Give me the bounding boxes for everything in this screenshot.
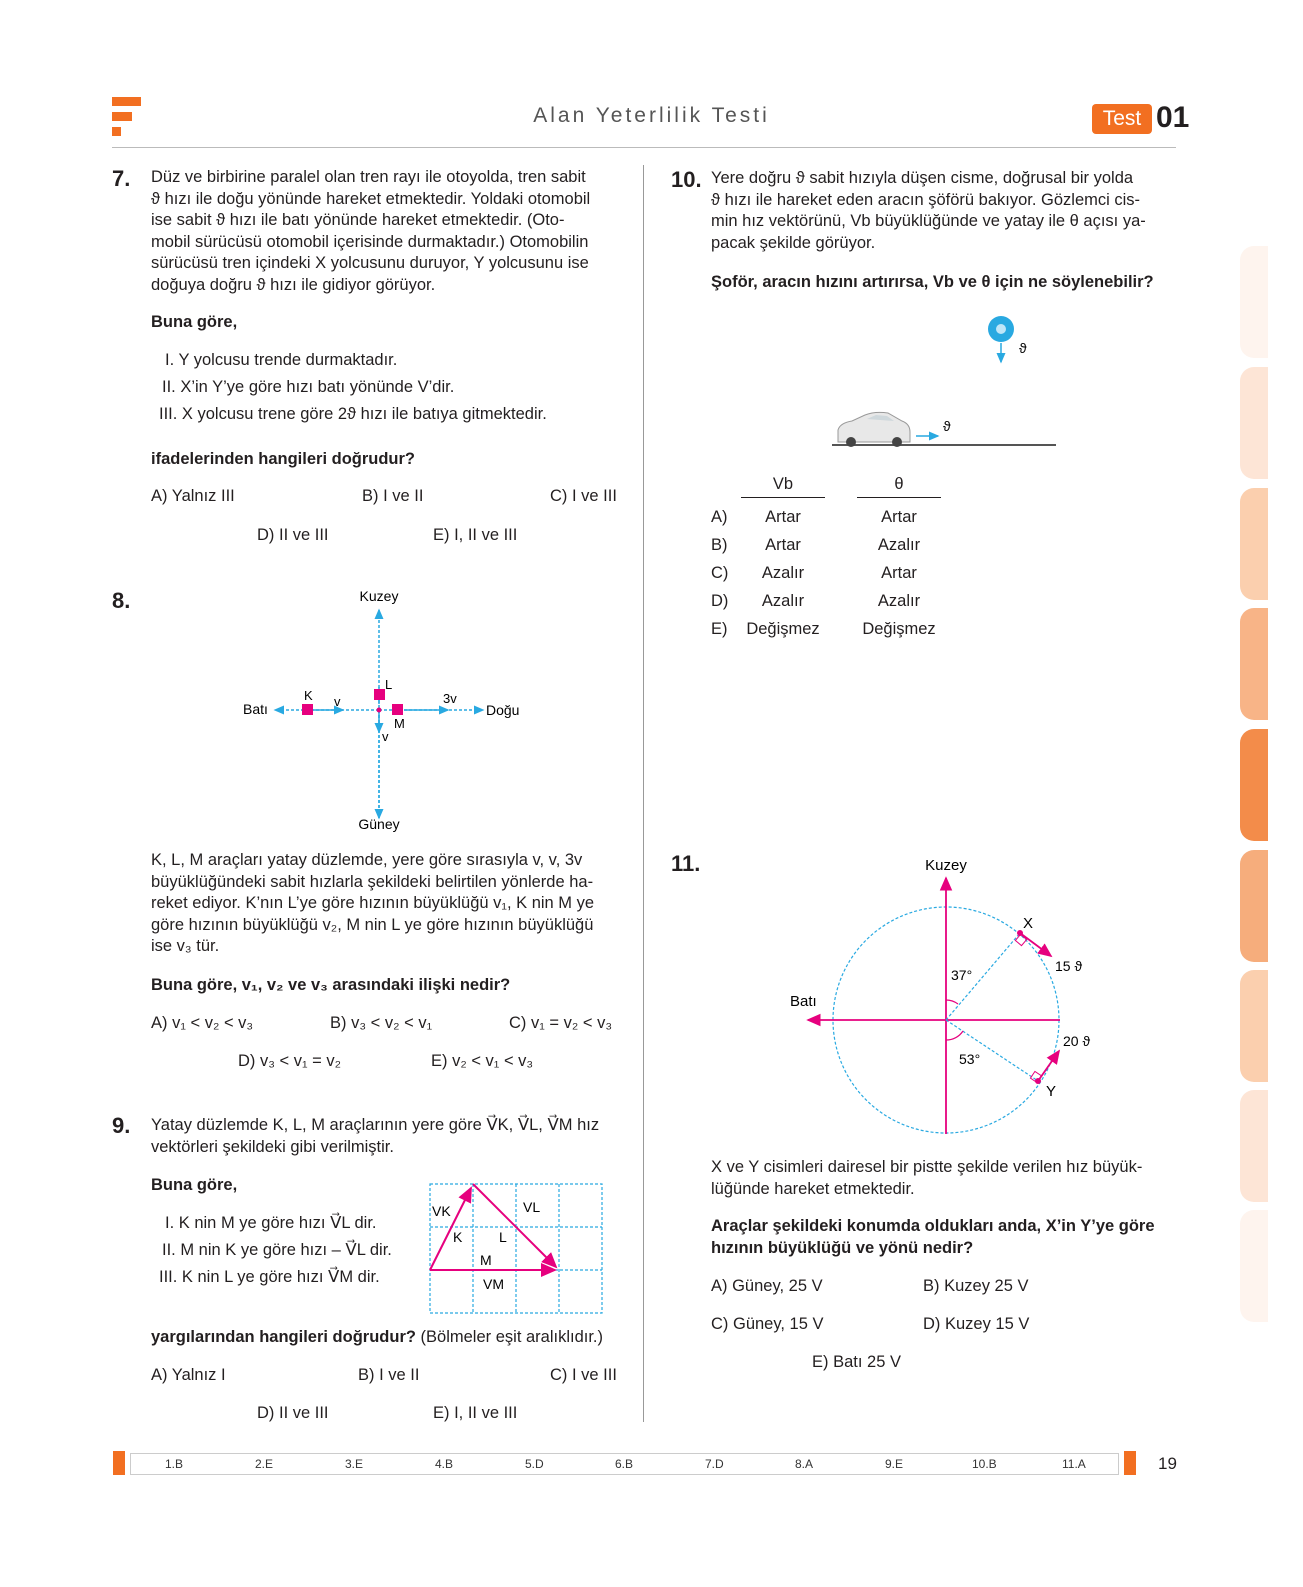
l-label: L [499,1229,507,1245]
option-c[interactable]: C) I ve III [550,487,617,505]
option-e[interactable]: E) I, II ve III [433,1404,518,1422]
answer-key-item: 4.B [435,1457,454,1471]
option-d-vb: Azalır [761,592,805,610]
option-c-letter[interactable]: C) [711,564,729,582]
option-a[interactable]: A) Güney, 25 V [711,1277,823,1295]
question-prompt-bold: yargılarından hangileri doğrudur? [151,1328,416,1346]
angle-53-label: 53° [959,1051,981,1067]
text-line: reket ediyor. K’nın L’ye göre hızının büyüklüğü v₁, K nin M ye [151,894,595,912]
option-b[interactable]: B) I ve II [358,1366,420,1384]
east-label: Doğu [486,702,520,718]
answer-key-item: 5.D [525,1457,544,1471]
option-b[interactable]: B) I ve II [362,487,424,505]
option-a-letter[interactable]: A) [711,508,728,526]
text-line: Araçlar şekildeki konumda oldukları anda, X’in Y’ye göre [711,1217,1155,1235]
side-tab [1240,246,1268,358]
option-b-vb: Artar [765,536,801,554]
option-e[interactable]: E) v₂ < v₁ < v₃ [431,1052,534,1070]
west-label: Batı [243,701,268,717]
angle-37-arc [946,1000,958,1004]
text-line: vektörleri şekildeki gibi verilmiştir. [151,1137,394,1156]
text-line: Düz ve birbirine paralel olan tren rayı ile otoyolda, tren sabit [151,168,586,186]
header-rule [112,147,1176,148]
side-tab [1240,1090,1268,1202]
side-tab [1240,970,1268,1082]
answer-key-item: 9.E [885,1457,904,1471]
side-tab [1240,367,1268,479]
text-line: ϑ hızı ile doğu yönünde hareket etmektedir. Yoldaki otomobil [151,189,591,208]
m-label: M [394,716,405,731]
side-tab-active [1240,729,1268,841]
statement-i: I. Y yolcusu trende durmaktadır. [165,351,398,369]
option-e-letter[interactable]: E) [711,620,728,638]
x-speed-label: 15 ϑ [1055,958,1083,974]
text-line: büyüklüğündeki sabit hızlarla şekildeki belirtilen yönlerde ha- [151,872,594,891]
question-number: 7. [112,166,131,191]
question-10-stem [711,168,1176,254]
x-label: X [1023,915,1034,932]
text-line: K, L, M araçları yatay düzlemde, yere göre sırasıyla v, v, 3v [151,851,583,869]
question-number: 9. [112,1113,131,1138]
text-line: lüğünde hareket etmektedir. [711,1179,915,1198]
footer-accent-left [113,1451,125,1475]
answer-key-item: 2.E [255,1457,274,1471]
note-text: (Bölmeler eşit aralıklıdır.) [420,1328,604,1346]
statement-iii: III. X yolcusu trene göre 2ϑ hızı ile batıya gitmektedir. [159,405,547,423]
option-d-theta: Azalır [877,592,921,610]
angle-53-arc [946,1031,963,1040]
option-e-vb: Değişmez [746,620,820,638]
text-line: göre hızının büyüklüğü v₂, M nin L ye göre hızının büyüklüğü [151,915,594,934]
car-icon [838,412,910,447]
k-label: K [453,1229,463,1245]
text-line: X ve Y cisimleri dairesel bir pistte şekilde verilen hız büyük- [711,1158,1143,1176]
footer-accent-right [1124,1451,1136,1475]
option-a-vb: Artar [765,508,801,526]
l-label: L [385,677,393,692]
text-line: hızının büyüklüğü ve yönü nedir? [711,1238,974,1257]
question-prompt: Şoför, aracın hızını artırırsa, Vb ve θ için ne söylenebilir? [711,273,1154,291]
vehicle-l [374,689,385,700]
option-d[interactable]: D) Kuzey 15 V [923,1315,1030,1333]
option-e[interactable]: E) I, II ve III [433,526,518,544]
option-a[interactable]: A) v₁ < v₂ < v₃ [151,1014,254,1032]
side-tab [1240,608,1268,720]
answer-key-item: 3.E [345,1457,364,1471]
m-speed-label: 3v [443,691,457,706]
answer-key-item: 11.A [1062,1457,1086,1471]
ball-speed-label: ϑ [1019,340,1027,356]
text-line: ise sabit ϑ hızı ile batı yönünde hareket etmektedir. (Oto- [151,211,565,229]
x-velocity-arrow [1020,933,1051,956]
page-number: 19 [1158,1454,1177,1473]
option-d[interactable]: D) v₃ < v₁ = v₂ [238,1052,342,1070]
table-header-vb: Vb [772,475,794,493]
table-header-theta: θ [894,475,904,493]
side-tab [1240,1210,1268,1322]
test-number: 01 [1156,101,1190,134]
question-7-stem [151,167,616,296]
text-line: ise v₃ tür. [151,937,220,955]
falling-ball-car-diagram [820,310,1070,455]
text-line: Yere doğru ϑ sabit hızıyla düşen cisme, doğrusal bir yolda [711,169,1134,187]
question-prompt: Buna göre, v₁, v₂ ve v₃ arasındaki ilişki nedir? [151,976,511,994]
vector-grid-diagram [428,1182,606,1316]
k-speed-label: v [334,694,341,709]
column-divider [643,165,644,1422]
question-number: 8. [112,588,131,613]
option-d[interactable]: D) II ve III [257,1404,329,1422]
option-e-theta: Değişmez [862,620,936,638]
text-line: Yatay düzlemde K, L, M araçlarının yere göre V⃗K, V⃗L, V⃗M hız [151,1116,600,1134]
south-label: Güney [358,816,400,832]
angle-37-label: 37° [951,967,973,983]
question-number: 10. [671,167,702,192]
grid [430,1184,602,1313]
y-speed-label: 20 ϑ [1063,1033,1091,1049]
k-label: K [304,688,313,703]
vm-label: VM [483,1276,504,1292]
test-badge: Test [1092,104,1152,134]
vehicle-m [392,704,403,715]
option-b-theta: Azalır [877,536,921,554]
option-b[interactable]: B) v₃ < v₂ < v₁ [330,1014,433,1032]
m-label: M [480,1252,492,1268]
compass-vehicle-diagram [230,580,550,840]
header-underline [857,497,941,498]
question-prompt: ifadelerinden hangileri doğrudur? [151,450,416,468]
option-b[interactable]: B) Kuzey 25 V [923,1277,1029,1295]
text-line: min hız vektörünü, Vb büyüklüğünde ve yatay ile θ açısı ya- [711,212,1146,230]
statement-ii: II. X’in Y’ye göre hızı batı yönünde V’dir. [162,378,455,396]
option-d-letter[interactable]: D) [711,592,729,610]
y-label: Y [1046,1083,1057,1100]
option-a[interactable]: A) Yalnız III [151,487,235,505]
vk-label: VK [432,1203,451,1219]
circular-track-diagram [780,850,1120,1140]
question-prompt [151,1327,603,1349]
vector-vk [430,1188,471,1270]
text-line: ϑ hızı ile hareket eden aracın şöförü bakıyor. Gözlemci cis- [711,190,1141,209]
answer-key-item: 1.B [165,1457,184,1471]
option-d[interactable]: D) II ve III [257,526,329,544]
side-tab [1240,850,1268,962]
answer-key-item: 6.B [615,1457,634,1471]
option-b-letter[interactable]: B) [711,536,728,554]
vl-label: VL [523,1199,541,1215]
question-9-stem [151,1115,616,1158]
question-prompt [711,1216,1176,1259]
answer-key-item: 7.D [705,1457,724,1471]
option-c-vb: Azalır [761,564,805,582]
statement-i: I. K nin M ye göre hızı V⃗L dir. [165,1214,377,1232]
option-c[interactable]: C) v₁ = v₂ < v₃ [509,1014,613,1032]
north-label: Kuzey [925,857,967,874]
ball-highlight [996,324,1006,334]
car-speed-label: ϑ [943,418,951,434]
option-a-theta: Artar [881,508,917,526]
header-underline [741,497,825,498]
vehicle-k [302,704,313,715]
text-line: mobil sürücüsü otomobil içerisinde durmaktadır.) Otomobilin [151,232,589,251]
question-number: 11. [671,851,701,876]
west-label: Batı [790,993,817,1010]
answer-key-item: 10.B [972,1457,997,1471]
side-tab [1240,488,1268,600]
question-8-stem [151,850,616,958]
question-11-stem [711,1157,1176,1200]
l-speed-label: v [382,729,389,744]
option-a[interactable]: A) Yalnız I [151,1366,226,1384]
option-c-theta: Artar [881,564,917,582]
lead-text: Buna göre, [151,313,238,331]
option-c[interactable]: C) Güney, 15 V [711,1315,824,1333]
option-c[interactable]: C) I ve III [550,1366,617,1384]
text-line: pacak şekilde görüyor. [711,233,876,252]
answer-key-item: 8.A [795,1457,814,1471]
lead-text: Buna göre, [151,1176,238,1194]
option-e[interactable]: E) Batı 25 V [812,1353,901,1371]
text-line: doğuya doğru ϑ hızı ile gidiyor görüyor. [151,275,436,294]
text-line: sürücüsü tren içindeki X yolcusunu duruyor, Y yolcusunu ise [151,254,589,272]
north-label: Kuzey [359,588,399,604]
statement-ii: II. M nin K ye göre hızı – V⃗L dir. [162,1241,392,1259]
page-title: Alan Yeterlilik Testi [533,104,770,127]
statement-iii: III. K nin L ye göre hızı V⃗M dir. [159,1268,380,1286]
origin-dot [377,708,382,713]
